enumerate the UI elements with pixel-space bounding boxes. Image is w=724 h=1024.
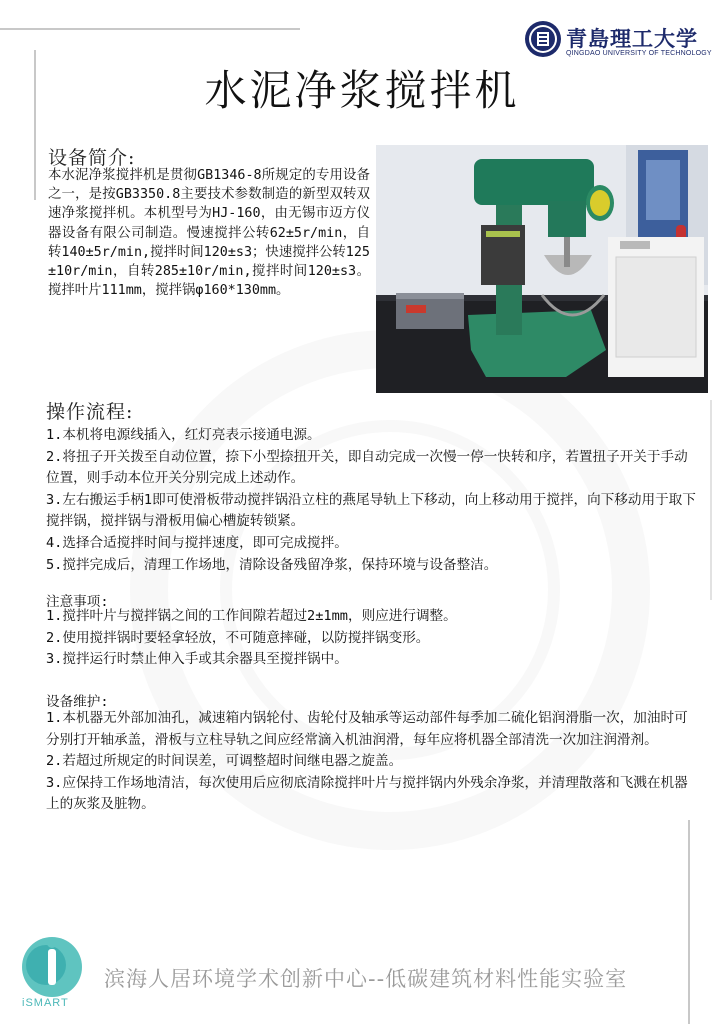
- process-heading: 操作流程:: [46, 401, 134, 423]
- maintenance-item: 1.本机器无外部加油孔，减速箱内锅轮付、齿轮付及轴承等运动部件每季加二硫化铝润滑脂一次，加油时可分别打开轴承盖，滑板与立柱导轨之间应经常滴入机油润滑，每年应将机器全部清洗一次加注润滑剂。: [46, 710, 688, 748]
- maintenance-item: 2.若超过所规定的时间误差，可调整超时间继电器之旋盖。: [46, 753, 403, 770]
- intro-heading: 设备简介:: [48, 147, 136, 169]
- notes-item: 2.使用搅拌锅时要轻拿轻放，不可随意摔碰，以防搅拌锅变形。: [46, 629, 430, 646]
- notes-heading: 注意事项:: [46, 594, 109, 610]
- process-item: 1.本机将电源线插入，红灯亮表示接通电源。: [46, 427, 321, 443]
- process-list: [46, 425, 696, 576]
- intro-text: 本水泥净浆搅拌机是贯彻GB1346-8所规定的专用设备之一，是按GB3350.8主要技术参数制造的新型双转双速净浆搅拌机。本机型号为HJ-160，由无锡市迈方仪器设备有限公司制造。慢速搅拌公转62±5r/min，自转140±5r/min,搅拌时间120±s3；快速搅拌公转125±10r/min，自转285±10r/min,搅拌时间120±s3。搅拌叶片111mm，搅拌锅φ160*130mm。: [48, 168, 370, 299]
- maintenance-list: [46, 708, 696, 816]
- process-item: 3.左右搬运手柄1即可使滑板带动搅拌锅沿立柱的燕尾导轨上下移动，向上移动用于搅拌，向下移动用于取下搅拌锅，搅拌锅与滑板用偏心槽旋转锁紧。: [46, 491, 696, 530]
- process-item: 2.将扭子开关拨至自动位置，捺下小型捺扭开关，即自动完成一次慢一停一快转和序，若置扭子开关于手动位置，则手动本位开关分别完成上述动作。: [46, 448, 688, 487]
- university-seal-icon: [524, 20, 562, 58]
- footer-lab-name: 滨海人居环境学术创新中心--低碳建筑材料性能实验室: [104, 967, 628, 991]
- maintenance-item: 3.应保持工作场地清洁，每次使用后应彻底清除搅拌叶片与搅拌锅内外残余净浆，并清理散落和飞溅在机器上的灰浆及脏物。: [46, 774, 688, 813]
- process-item: 4.选择合适搅拌时间与搅拌速度，即可完成搅拌。: [46, 534, 348, 551]
- university-name-en: QINGDAO UNIVERSITY OF TECHNOLOGY: [566, 50, 712, 57]
- maintenance-heading: 设备维护:: [46, 694, 109, 710]
- process-item: 5.搅拌完成后，清理工作场地，清除设备残留净浆，保持环境与设备整洁。: [46, 556, 498, 573]
- frame-line-top-left: [0, 28, 300, 30]
- frame-line-right-top: [710, 400, 712, 600]
- ismart-brand: iSMART: [22, 997, 69, 1009]
- university-name-cn: 青島理工大学: [566, 26, 698, 51]
- notes-list: [46, 606, 696, 671]
- frame-line-right-bottom: [688, 820, 690, 1024]
- equipment-photo: [376, 145, 708, 393]
- notes-item: 1.搅拌叶片与搅拌锅之间的工作间隙若超过2±1mm，则应进行调整。: [46, 608, 457, 624]
- notes-item: 3.搅拌运行时禁止伸入手或其余器具至搅拌锅中。: [46, 651, 348, 668]
- mixer-illustration: [376, 145, 708, 393]
- page-title: 水泥净浆搅拌机: [204, 66, 520, 115]
